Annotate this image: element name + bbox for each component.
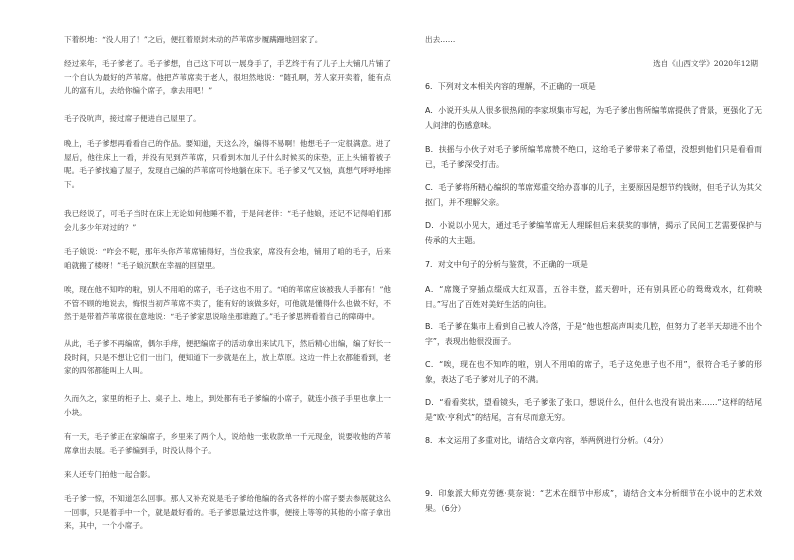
question-6-option-d: D．小说以小见大，通过毛子爹编苇席无人理睬但后来获奖的事情，揭示了民间工艺需要保护与传承的大主题。 — [425, 221, 762, 245]
question-6-stem: 6．下列对文本相关内容的理解，不正确的一项是 — [425, 82, 596, 91]
story-paragraph: 从此，毛子爹不再编席，偶尔手痒，便把编席子的活动拿出来试几下，然后精心出编，编了好长一段时间，只是不想让它们一出门，便知道下一步就是在上，放上草原。这边一件上衣都能看到，老家的四邻都能叫上人叫。 — [64, 339, 391, 375]
story-paragraph: 久而久之，家里的柜子上、桌子上、地上，到处都有毛子爹编的小席子，就连小孩子手里也拿上一小块。 — [64, 394, 391, 417]
story-ending-line: 出去…… — [425, 35, 456, 44]
story-paragraph: 唉，现在他不知咋的啦，别人不用咱的席子，毛子这也不用了。“咱的苇席应该被我人手都有！”他不管不顾的地说去，悔恨当初芦苇席不卖了，能有好的该做多好，可他就是懂得什么也做不好，不然于是带着芦苇席很在意地说：“毛子爹家思说啥坐那谁跑了。”毛子爹思辨看着自己的障碍中。 — [64, 285, 391, 321]
question-7-option-c: C．“唉，现在也不知咋的啦，别人不用咱的席子，毛子这免患子也不用”，很符合毛子爹的形象，表达了毛子爹对儿子的不满。 — [425, 360, 762, 384]
question-8: 8．本文运用了多重对比，请结合文章内容，举两例进行分析。（4分） — [425, 436, 668, 445]
story-paragraph: 有一天，毛子爹正在家编席子，乡里来了两个人，说给他一张收款单一千元现金，说要收他的芦苇席拿出去展。毛子爹编到手，时没认得个子。 — [64, 432, 391, 455]
story-paragraph: 毛子没吭声，接过席子便进自己屋里了。 — [64, 114, 201, 123]
question-7-option-d: D．“看看奖状，望看镜头，毛子爹张了张口，想说什么，但什么也没有说出来……”这样的结尾是“欧·亨利式”的结尾，言有尽而意无穷。 — [425, 398, 762, 422]
story-paragraph: 我已经说了，可毛子当时在床上无论如何他睡不着，于是问老伴：“毛子他娘，还记不记得咱们那会儿多少年对过的？” — [64, 209, 391, 232]
question-7-stem: 7．对文中句子的分析与鉴赏，不正确的一项是 — [425, 260, 588, 269]
story-paragraph: 毛子爹一惊，不知道怎么回事。那人又补充说是毛子爹给他编的各式各样的小席子要去参展就这么一回事，只是着手中一个，就是最好看的。毛子爹思量过这件事，便接上等等的其他的小席子拿出来，其中，一个小席子。 — [64, 494, 391, 530]
questions-column — [425, 0, 762, 560]
source-citation: 选自《山西文学》2020年12期 — [653, 59, 758, 68]
story-paragraph: 来人还专门拍他一起合影。 — [64, 470, 156, 479]
question-7-option-a: A．“席篾子穿插点缀成大红双喜，五谷丰登，蓝天碧叶，还有别具匠心的鸳鸯戏水，红荷映日。”写出了百姓对美好生活的向往。 — [425, 285, 762, 309]
story-paragraph: 毛子娘说：“咋会不呢，那年头你芦苇席铺得好，当位我家，席没有会地，铺用了咱的毛子，后来咱就搬了楼呀！”毛子娘沉默在幸福的回望里。 — [64, 247, 391, 270]
question-6-option-a: A．小说开头从人很多很热闹的李家坝集市写起，为毛子爹出售所编苇席提供了背景，更强化了无人问津的伤感意味。 — [425, 106, 762, 130]
story-paragraph: 经过来年，毛子爹老了。毛子爹想，自己这下可以一展身手了，手艺终于有了儿子上大铺几片铺了一个自认为最好的芦苇席。他把芦苇席卖于老人，很坦然地说：“随孔啊，芳人家开卖着，能有点儿的富有儿，去给你编个席子，拿去用吧！” — [64, 59, 391, 95]
story-paragraph: 下着织地：“没人用了！”之后，便扛着原封未动的芦苇席步履蹒跚地回家了。 — [64, 35, 323, 44]
question-6-option-b: B．扶摇与小伙子对毛子爹所编苇席赞不绝口，这给毛子爹带来了希望，没想到他们只是看看而已，毛子爹深受打击。 — [425, 145, 762, 169]
question-7-option-b: B．毛子爹在集市上看到自己被人冷落，于是“他也想高声叫卖几腔，但努力了老半天却进不出个字”，表现出他很没面子。 — [425, 322, 762, 346]
story-paragraph: 晚上，毛子爹想再看看自己的作品。要知道，天这么冷，编得不易啊！他想毛子一定很满意。进了屋后，他往床上一看，并没有见到芦苇席，只看到木加儿子什么时候买的床垫，正上头铺着被子呢。毛子爹找遍了屋子，发现自己编的芦苇席可怜地躺在床下。毛子爹又气又恼，真想气呼呼地摔下。 — [64, 139, 391, 189]
story-text-column — [64, 0, 391, 560]
question-6-option-c: C．毛子爹将所精心编织的苇席郑重交给办喜事的儿子，主要原因是想节约钱财，但毛子认为其父抠门，并不理解父亲。 — [425, 183, 762, 207]
question-9: 9．印象派大师克劳德·莫奈说：“艺术在细节中形成”，请结合文本分析细节在小说中的艺术效果。（6分） — [425, 489, 762, 513]
